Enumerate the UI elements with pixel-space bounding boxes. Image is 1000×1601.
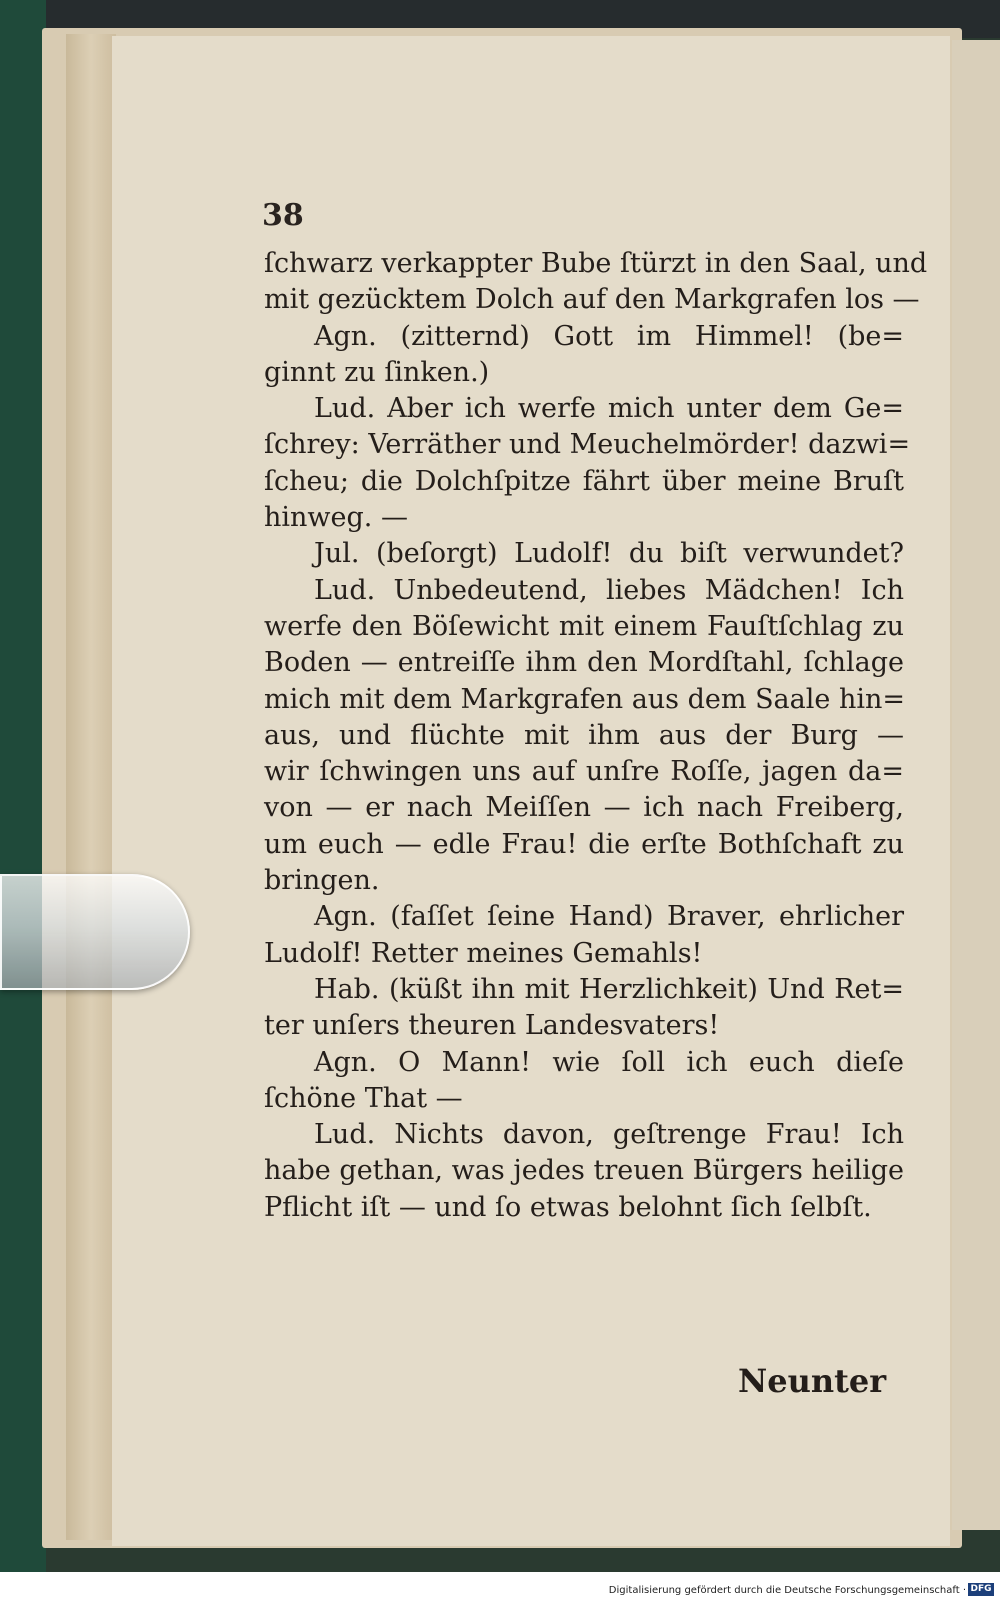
text-line: ginnt zu ſinken.)	[264, 356, 490, 388]
text-line: Agn. O Mann! wie ſoll ich euch dieſe	[314, 1046, 904, 1078]
text-line: Ludolf! Retter meines Gemahls!	[264, 937, 703, 969]
text-line: Hab. (küßt ihn mit Herzlichkeit) Und Ret=	[314, 973, 904, 1005]
text-line: um euch — edle Frau! die erſte Bothſchaft zu	[264, 828, 904, 860]
text-line: Jul. (beſorgt) Ludolf! du biſt verwundet?	[314, 538, 904, 570]
catchword: Neunter	[738, 1362, 887, 1400]
text-line: von — er nach Meiſſen — ich nach Freiberg,	[264, 792, 904, 824]
facing-page-edge	[952, 40, 1000, 1530]
dfg-logo: DFG	[968, 1583, 994, 1596]
text-line: bringen.	[264, 865, 380, 897]
text-line: habe gethan, was jedes treuen Bürgers heilige	[264, 1155, 904, 1187]
page-number: 38	[262, 198, 304, 233]
text-line: ter unſers theuren Landesvaters!	[264, 1010, 720, 1042]
text-line: hinweg. —	[264, 502, 408, 534]
text-line: Boden — entreiſſe ihm den Mordſtahl, ſchlage	[264, 647, 904, 679]
page-text-block	[264, 246, 928, 1226]
funding-credit: Digitalisierung gefördert durch die Deutsche Forschungsgemeinschaft ·	[608, 1585, 966, 1596]
background-left	[0, 0, 46, 1601]
text-line: Agn. (faſſet ſeine Hand) Braver, ehrlicher	[314, 901, 904, 933]
text-line: ſchöne That —	[264, 1082, 463, 1114]
text-line: ſcheu; die Dolchſpitze fährt über meine Bruſt	[264, 465, 904, 497]
text-line: ſchrey: Verräther und Meuchelmörder! dazwi=	[264, 429, 911, 461]
text-line: werfe den Böſewicht mit einem Fauſtſchlag zu	[264, 610, 904, 642]
text-line: Lud. Nichts davon, geſtrenge Frau! Ich	[314, 1119, 904, 1151]
text-line: Lud. Unbedeutend, liebes Mädchen! Ich	[314, 574, 904, 606]
text-line: aus, und flüchte mit ihm aus der Burg —	[264, 719, 904, 751]
text-line: Agn. (zitternd) Gott im Himmel! (be=	[314, 320, 904, 352]
page-edges	[66, 34, 116, 1540]
text-line: ſchwarz verkappter Bube ſtürzt in den Saal, und	[264, 248, 928, 279]
glass-page-holder	[0, 874, 190, 990]
text-line: Pflicht iſt — und ſo etwas belohnt ſich ſelbſt.	[264, 1191, 872, 1223]
text-line: mit gezücktem Dolch auf den Markgrafen los —	[264, 284, 920, 316]
text-line: wir ſchwingen uns auf unſre Roſſe, jagen da=	[264, 756, 904, 788]
text-line: mich mit dem Markgrafen aus dem Saale hin=	[264, 683, 905, 715]
text-line: Lud. Aber ich werfe mich unter dem Ge=	[314, 393, 904, 425]
